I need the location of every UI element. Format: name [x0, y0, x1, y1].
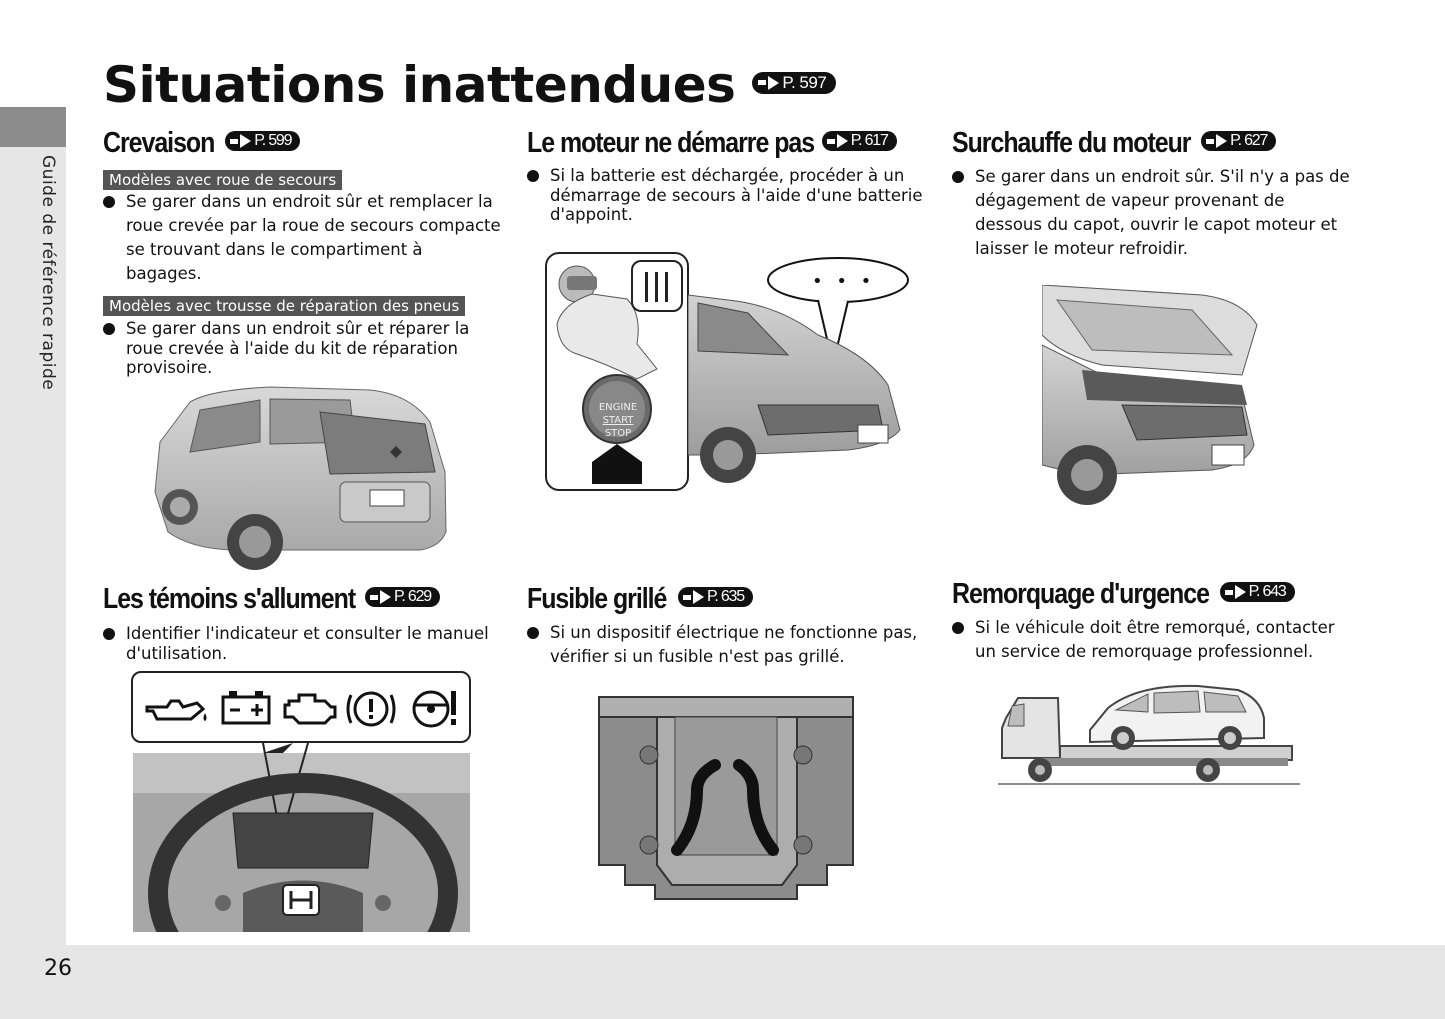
bullet-dot	[952, 171, 964, 183]
tag-spare-wheel-models: Modèles avec roue de secours	[103, 170, 342, 190]
ref-arrow-head-icon	[1216, 134, 1227, 148]
ref-arrow-icon	[370, 595, 378, 600]
fuse-ref-text: P. 635	[706, 588, 744, 606]
page-title-text: Situations inattendues	[103, 56, 736, 114]
towing-ref-badge[interactable]	[1220, 582, 1295, 602]
open-hood-illustration	[1042, 285, 1264, 510]
key-zoom-callout	[631, 260, 683, 312]
oil-pressure-icon	[147, 701, 207, 721]
flat-tire-kit-text: Se garer dans un endroit sûr et réparer la roue crevée à l'aide du kit de réparation provisoire.	[126, 319, 470, 377]
warning-lights-panel	[131, 671, 471, 743]
towing-bullet	[952, 616, 1352, 664]
page-number: 26	[44, 956, 72, 981]
flat-tire-spare-text: Se garer dans un endroit sûr et remplacer la roue crevée par la roue de secours compacte se trouvant dans le compartiment à bagages.	[126, 192, 501, 283]
ref-arrow-icon	[758, 80, 766, 85]
towing-text: Si le véhicule doit être remorqué, contacter un service de remorquage professionnel.	[975, 618, 1335, 661]
bullet-dot	[527, 627, 539, 639]
flat-tire-ref-text: P. 599	[254, 132, 292, 150]
section-title-fuse	[527, 583, 771, 616]
suv-front-illustration	[688, 255, 913, 490]
overheat-ref-badge[interactable]	[1201, 131, 1276, 151]
flat-tire-spare-bullet	[103, 190, 503, 286]
no-start-text: Si la batterie est déchargée, procéder à un démarrage de secours à l'aide d'une batterie d'appoint.	[550, 166, 923, 224]
suv-rear-illustration	[150, 382, 452, 577]
overheat-title: Surchauffe du moteur	[952, 127, 1191, 159]
battery-charge-icon	[223, 691, 269, 723]
chapter-tab	[0, 107, 66, 147]
indicators-bullet	[103, 624, 503, 663]
bullet-dot	[952, 622, 964, 634]
dashboard-illustration	[133, 743, 470, 932]
flat-tire-title: Crevaison	[103, 127, 215, 159]
overheat-bullet	[952, 165, 1352, 261]
overheat-text: Se garer dans un endroit sûr. S'il n'y a pas de dégagement de vapeur provenant de dessous du capot, ouvrir le capot moteur et laisser le moteur refroidir.	[975, 167, 1350, 258]
bottom-margin-strip	[0, 945, 1445, 1019]
power-steering-icon	[414, 691, 456, 726]
fuse-text: Si un dispositif électrique ne fonctionne pas, vérifier si un fusible n'est pas grillé.	[550, 623, 918, 666]
flat-tire-ref-badge[interactable]	[225, 131, 300, 151]
page-title	[103, 56, 836, 114]
start-label: START	[602, 415, 634, 426]
ref-arrow-icon	[827, 139, 835, 144]
side-chapter-label: Guide de référence rapide	[38, 155, 58, 391]
overheat-ref-text: P. 627	[1230, 132, 1268, 150]
section-title-no-start	[527, 127, 943, 160]
warning-icons	[133, 673, 469, 741]
bullet-dot	[527, 170, 539, 182]
page-ref-text: P. 597	[782, 72, 827, 92]
section-title-overheat	[952, 127, 1311, 160]
flat-tire-kit-bullet	[103, 319, 493, 378]
left-margin-top	[0, 0, 66, 107]
page-ref-badge[interactable]	[752, 72, 836, 94]
ref-arrow-head-icon	[380, 590, 391, 604]
bullet-dot	[103, 196, 115, 208]
fuse-ref-badge[interactable]	[678, 587, 753, 607]
ref-arrow-head-icon	[693, 590, 704, 604]
ref-arrow-icon	[1206, 139, 1214, 144]
tow-truck-illustration	[998, 678, 1300, 788]
no-start-ref-text: P. 617	[850, 132, 888, 150]
speech-bubble-dots: • • •	[812, 271, 876, 292]
towing-ref-text: P. 643	[1248, 583, 1286, 601]
fuse-title: Fusible grillé	[527, 583, 667, 615]
left-margin-strip	[0, 0, 66, 1019]
indicators-text: Identifier l'indicateur et consulter le manuel d'utilisation.	[126, 624, 489, 663]
no-start-ref-badge[interactable]	[822, 131, 897, 151]
towing-title: Remorquage d'urgence	[952, 578, 1209, 610]
bullet-dot	[103, 323, 115, 335]
ref-arrow-icon	[683, 595, 691, 600]
fuse-bullet	[527, 621, 927, 669]
brake-warning-icon	[348, 693, 394, 725]
engine-start-button-label	[589, 401, 647, 440]
stop-label: STOP	[604, 428, 632, 439]
section-title-indicators	[103, 583, 478, 616]
bullet-dot	[103, 628, 115, 640]
ref-arrow-icon	[1225, 590, 1233, 595]
ref-arrow-head-icon	[837, 134, 848, 148]
tag-repair-kit-models: Modèles avec trousse de réparation des pneus	[103, 296, 465, 316]
blown-fuse-illustration	[597, 695, 855, 900]
ref-arrow-head-icon	[240, 134, 251, 148]
no-start-bullet	[527, 166, 927, 225]
ref-arrow-icon	[230, 139, 238, 144]
indicators-title: Les témoins s'allument	[103, 583, 356, 615]
section-title-towing	[952, 578, 1333, 611]
indicators-ref-badge[interactable]	[365, 587, 440, 607]
engine-label: ENGINE	[598, 402, 638, 413]
no-start-title: Le moteur ne démarre pas	[527, 127, 815, 159]
check-engine-icon	[285, 695, 335, 723]
indicators-ref-text: P. 629	[394, 588, 431, 606]
ref-arrow-head-icon	[768, 76, 779, 90]
section-title-flat-tire	[103, 127, 314, 160]
ref-arrow-head-icon	[1235, 585, 1246, 599]
engine-start-panel	[545, 252, 689, 491]
